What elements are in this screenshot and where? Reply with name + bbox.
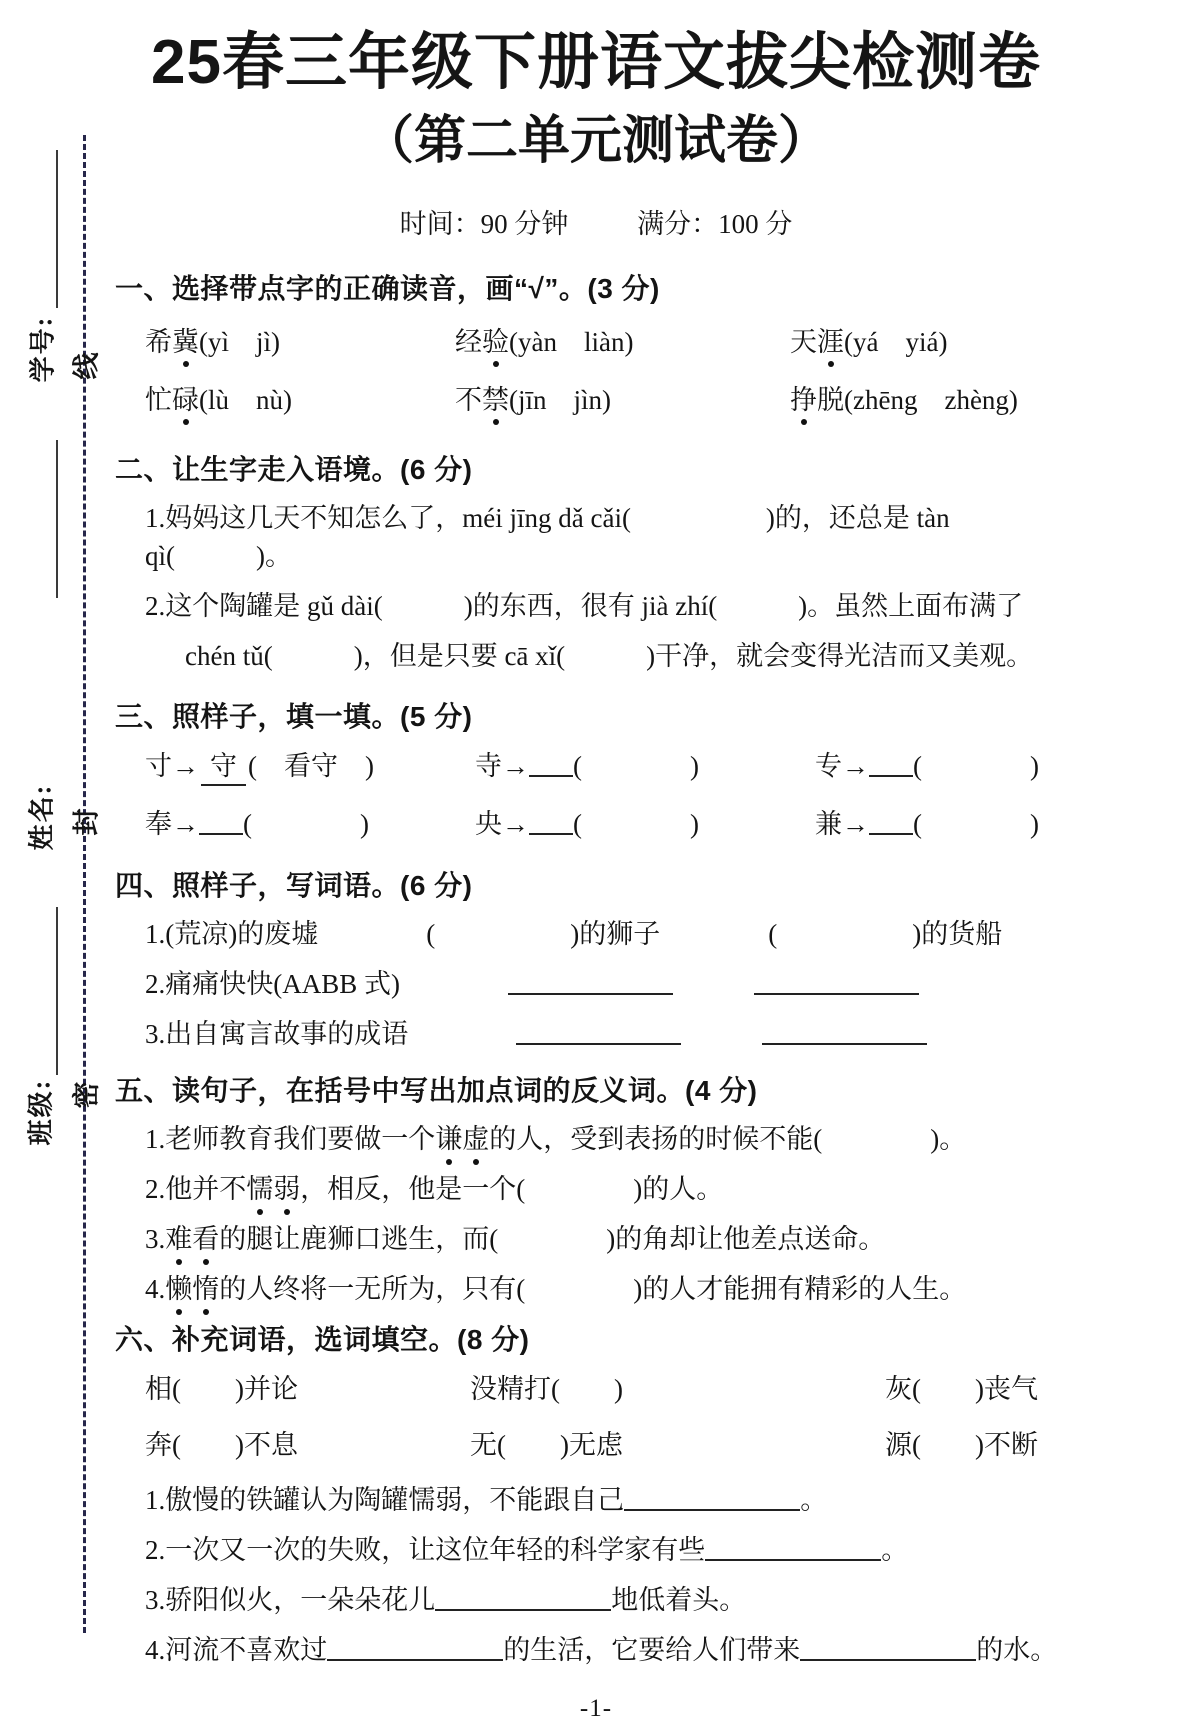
question-line: 2.这个陶罐是 gǔ dài( )的东西，很有 jià zhí( )。虽然上面布满了 [145, 591, 1024, 622]
char-extension-cell: 寸→ 守 ( 看守 ) [145, 748, 475, 792]
seal-char-feng: 封 [71, 808, 102, 836]
question-line: 3.出自寓言故事的成语 [115, 1015, 1077, 1053]
question-line: 4.河流不喜欢过 的生活，它要给人们带来 的水。 [145, 1635, 1058, 1666]
word-completion-cell: 源( )不断 [885, 1430, 1038, 1461]
char-extension-cell: 央→ ( ) [475, 809, 699, 840]
student-id-label: 学号: [28, 315, 58, 383]
question-line: 2.痛痛快快(AABB 式) [115, 965, 1077, 1003]
section-3-row-1 [115, 748, 1077, 792]
question-line: 1.傲慢的铁罐认为陶罐懦弱，不能跟自己 。 [145, 1485, 828, 1516]
word-completion-cell: 没精打( ) [470, 1374, 623, 1405]
pinyin-choice: 天涯(yá yiá) [790, 324, 1077, 366]
main-content [115, 0, 1077, 1723]
pinyin-choice: 挣脱(zhēng zhèng) [790, 382, 1077, 424]
question-line: 1.老师教育我们要做一个谦虚的人，受到表扬的时候不能( )。 [115, 1120, 1077, 1158]
word-completion-cell: 无( )无虑 [470, 1430, 623, 1461]
pinyin-choice: 经验(yàn liàn) [455, 324, 790, 366]
pinyin-choice: 希冀(yì jì) [145, 324, 455, 366]
section-6-row-1 [115, 1371, 1077, 1413]
pinyin-choice: 忙碌(lù nù) [145, 382, 455, 424]
char-extension-cell: 兼→ ( ) [815, 809, 1039, 840]
word-completion-cell: 灰( )丧气 [885, 1374, 1038, 1405]
section-4-heading: 四、照样子，写词语。(6 分) [115, 870, 473, 902]
section-3-heading: 三、照样子，填一填。(5 分) [115, 701, 473, 733]
question-line: 2.他并不懦弱，相反，他是一个( )的人。 [115, 1170, 1077, 1208]
section-3-row-2 [115, 806, 1077, 848]
time-limit-label: 时间：90 分钟 [399, 209, 569, 240]
char-extension-cell: 寺→ ( ) [475, 751, 699, 782]
section-6-row-2 [115, 1427, 1077, 1469]
section-5-heading: 五、读句子，在括号中写出加点词的反义词。(4 分) [115, 1075, 758, 1107]
word-completion-cell: 奔( )不息 [145, 1430, 298, 1461]
section-1-heading: 一、选择带点字的正确读音，画“√”。(3 分) [115, 273, 660, 305]
char-extension-cell: 专→ ( ) [815, 751, 1039, 782]
full-score-label: 满分：100 分 [637, 209, 793, 240]
section-1-row-2 [115, 382, 1077, 424]
name-writing-line [56, 440, 58, 598]
seal-char-mi: 密 [71, 1081, 102, 1109]
section-6-heading: 六、补充词语，选词填空。(8 分) [115, 1324, 530, 1356]
seal-char-line: 线 [71, 352, 102, 380]
paper-subtitle: （第二单元测试卷） [361, 111, 830, 170]
section-1-row-1 [115, 324, 1077, 366]
question-line: 3.骄阳似火，一朵朵花儿 地低着头。 [145, 1585, 747, 1616]
student-id-writing-line [56, 150, 58, 308]
section-2-heading: 二、让生字走入语境。(6 分) [115, 454, 473, 486]
class-writing-line [56, 907, 58, 1075]
question-line: 4.懒惰的人终将一无所为，只有( )的人才能拥有精彩的人生。 [115, 1270, 1077, 1308]
pinyin-choice: 不禁(jīn jìn) [455, 382, 790, 424]
question-line-continuation: chén tǔ( )，但是只要 cā xǐ( )干净，就会变得光洁而又美观。 [185, 641, 1034, 672]
question-line: 2.一次又一次的失败，让这位年轻的科学家有些 。 [145, 1535, 909, 1566]
char-extension-cell: 奉→ ( ) [145, 809, 369, 840]
exam-info [115, 202, 1077, 241]
question-line: 1.妈妈这几天不知怎么了，méi jīng dǎ cǎi( )的，还总是 tàn qì( )。 [145, 503, 950, 572]
name-label: 姓名: [27, 783, 57, 851]
question-line: 3.难看的腿让鹿狮口逃生，而( )的角却让他差点送命。 [115, 1220, 1077, 1258]
class-label: 班级: [26, 1078, 56, 1146]
paper-title: 25春三年级下册语文拔尖检测卷 [151, 28, 1041, 97]
word-completion-cell: 相( )并论 [145, 1374, 298, 1405]
question-line: 1.(荒凉)的废墟 ( )的狮子 ( )的货船 [145, 919, 1003, 950]
page-number: -1- [579, 1695, 613, 1723]
